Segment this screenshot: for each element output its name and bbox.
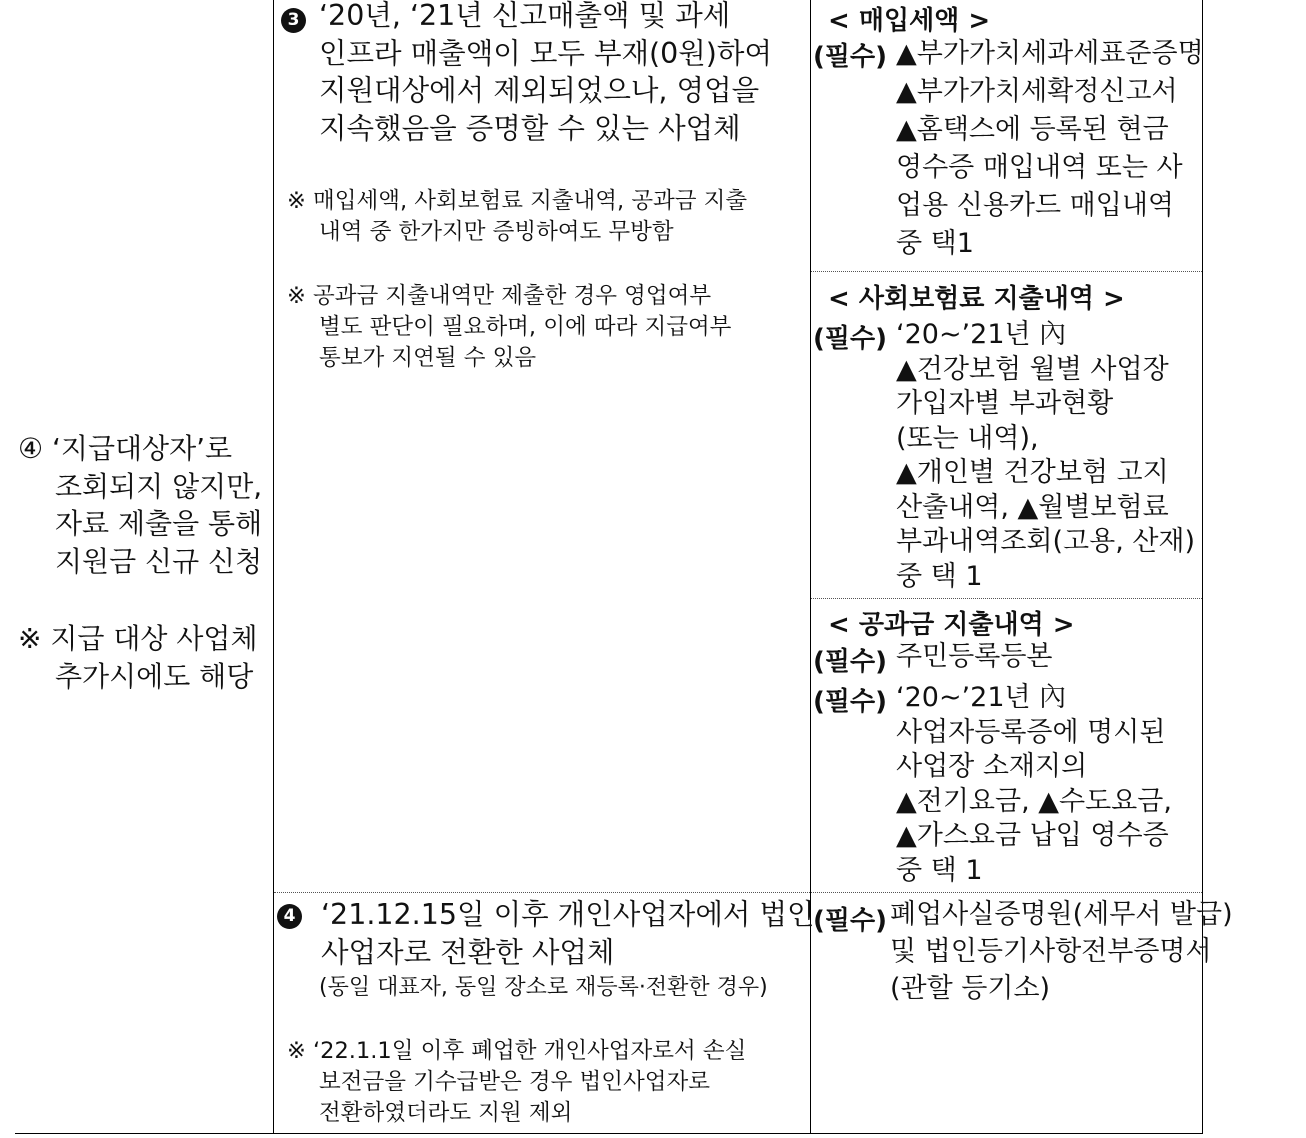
row-divider <box>274 892 1202 893</box>
utilities-header: < 공과금 지출내역 > <box>828 610 1075 640</box>
social-insurance-header: < 사회보험료 지출내역 > <box>828 284 1125 314</box>
item-4-description: ‘21.12.15일 이후 개인사업자에서 법인 사업자로 전환한 사업체 <box>321 898 815 969</box>
table-border-left-col <box>273 0 274 1134</box>
item-4-note: ※ ‘22.1.1일 이후 폐업한 개인사업자로서 손실 보전금을 기수급받은 경우 법인사업자로 전환하였더라도 지원 제외 <box>287 1038 747 1126</box>
required-label: (필수) <box>813 42 887 72</box>
item-3-description: ‘20년, ‘21년 신고매출액 및 과세 인프라 매출액이 모두 부재(0원)하여 지원대상에서 제외되었으나, 영업을 지속했음을 증명할 수 있는 사업체 <box>319 0 772 146</box>
cell-divider <box>811 271 1202 272</box>
conversion-docs: 폐업사실증명원(세무서 발급) 및 법인등기사항전부증명서 (관할 등기소) <box>890 899 1233 1004</box>
item-3-note-1: ※ 매입세액, 사회보험료 지출내역, 공과금 지출 내역 중 한가지만 증빙하여도 무방함 <box>287 188 748 245</box>
purchase-tax-header: < 매입세액 > <box>828 6 991 36</box>
item-4-subnote: (동일 대표자, 동일 장소로 재등록·전환한 경우) <box>319 975 768 1000</box>
case-4-note: ※ 지급 대상 사업체 추가시에도 해당 <box>18 622 258 693</box>
table-border-bottom <box>15 1133 1203 1134</box>
utilities-first-doc: 주민등록등본 <box>896 641 1053 672</box>
item-4-number-badge: 4 <box>277 904 302 929</box>
social-insurance-docs: ‘20~’21년 內 ▲건강보험 월별 사업장 가입자별 부과현황 (또는 내역), ▲개인별 건강보험 고지 산출내역, ▲월별보험료 부과내역조회(고용, 산재) 중 택 1 <box>896 319 1196 592</box>
required-label: (필수) <box>813 324 887 354</box>
required-label: (필수) <box>813 906 887 936</box>
required-label: (필수) <box>813 647 887 677</box>
utilities-docs: ‘20~’21년 內 사업자등록증에 명시된 사업장 소재지의 ▲전기요금, ▲수도요금, ▲가스요금 납입 영수증 중 택 1 <box>896 682 1172 886</box>
purchase-tax-docs: ▲부가가치세과세표준증명 ▲부가가치세확정신고서 ▲홈택스에 등록된 현금 영수증 매입내역 또는 사 업용 신용카드 매입내역 중 택1 <box>896 38 1204 259</box>
required-label: (필수) <box>813 687 887 717</box>
item-3-number-badge: 3 <box>281 8 306 33</box>
cell-divider <box>811 598 1202 599</box>
case-4-title: ④ ‘지급대상자’로 조회되지 않지만, 자료 제출을 통해 지원금 신규 신청 <box>18 432 263 578</box>
item-3-note-2: ※ 공과금 지출내역만 제출한 경우 영업여부 별도 판단이 필요하며, 이에 따라 지급여부 통보가 지연될 수 있음 <box>287 283 732 371</box>
